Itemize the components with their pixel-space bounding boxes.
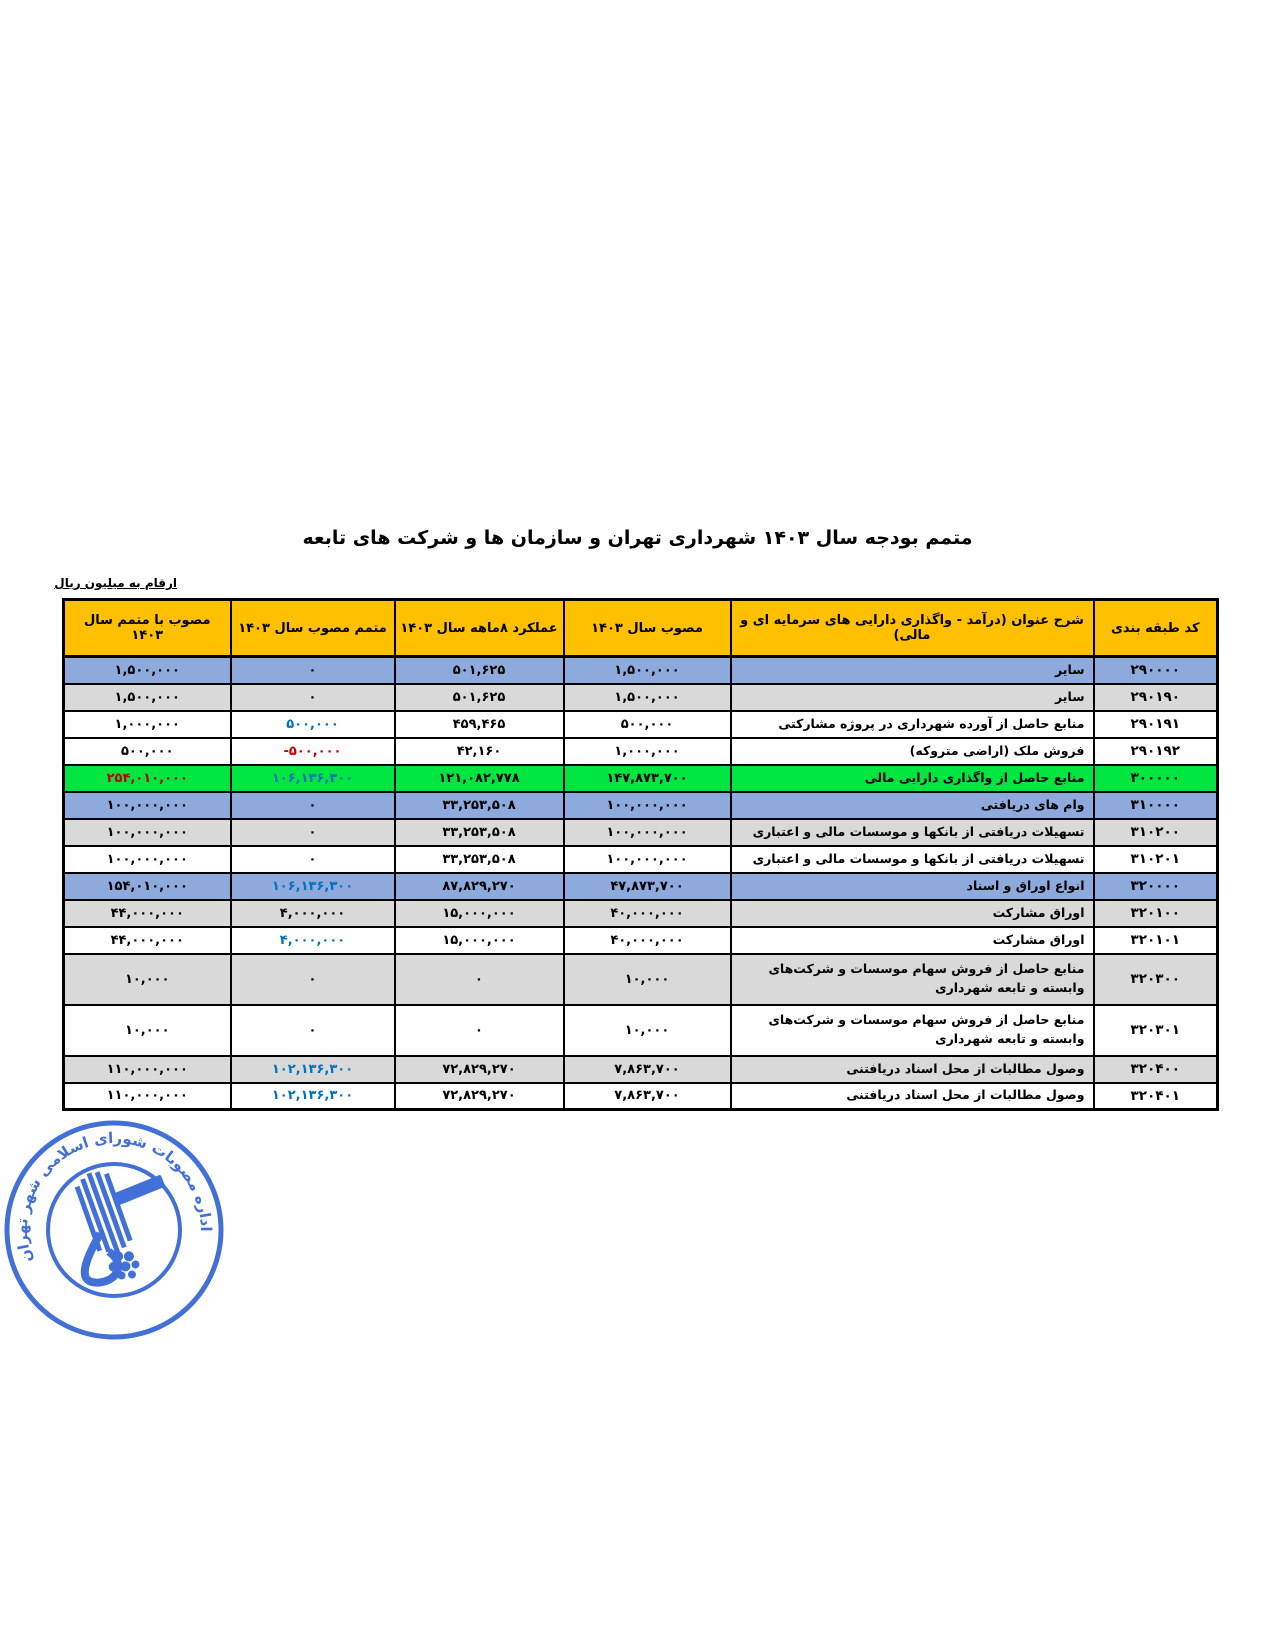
cell-supplement: ۰ (231, 684, 395, 711)
cell-performance: ۷۲,۸۲۹,۲۷۰ (395, 1056, 564, 1083)
cell-code: ۳۲۰۰۰۰ (1094, 873, 1218, 900)
cell-approved: ۱۰۰,۰۰۰,۰۰۰ (564, 792, 731, 819)
table-row (64, 765, 1218, 792)
table-row (64, 927, 1218, 954)
cell-supplement: ۵۰۰,۰۰۰ (231, 711, 395, 738)
cell-description: منابع حاصل از آورده شهرداری در پروژه مشارکتی (731, 711, 1094, 738)
cell-supplement: ۱۰۲,۱۳۶,۳۰۰ (231, 1083, 395, 1110)
table-row (64, 711, 1218, 738)
cell-performance: ۱۵,۰۰۰,۰۰۰ (395, 927, 564, 954)
cell-performance: ۷۲,۸۲۹,۲۷۰ (395, 1083, 564, 1110)
header-approved-with-supplement: مصوب با متمم سال ۱۴۰۳ (64, 600, 231, 657)
cell-approved-with-supplement: ۱۰۰,۰۰۰,۰۰۰ (64, 846, 231, 873)
cell-description: منابع حاصل از واگذاری دارایی مالی (731, 765, 1094, 792)
cell-supplement: ۰ (231, 819, 395, 846)
budget-table (62, 598, 1219, 1111)
cell-description: فروش ملک (اراضی متروکه) (731, 738, 1094, 765)
cell-code: ۳۲۰۳۰۰ (1094, 954, 1218, 1005)
table-row (64, 657, 1218, 684)
table-row (64, 738, 1218, 765)
cell-approved-with-supplement: ۱۰۰,۰۰۰,۰۰۰ (64, 819, 231, 846)
cell-code: ۳۲۰۴۰۱ (1094, 1083, 1218, 1110)
cell-approved-with-supplement: ۱۰,۰۰۰ (64, 954, 231, 1005)
cell-supplement: ۱۰۶,۱۳۶,۳۰۰ (231, 765, 395, 792)
table-row (64, 819, 1218, 846)
cell-description: وام های دریافتی (731, 792, 1094, 819)
cell-approved-with-supplement: ۱۵۴,۰۱۰,۰۰۰ (64, 873, 231, 900)
table-row (64, 1083, 1218, 1110)
cell-performance: ۱۵,۰۰۰,۰۰۰ (395, 900, 564, 927)
cell-supplement: -۵۰۰,۰۰۰ (231, 738, 395, 765)
table-header (64, 600, 1218, 657)
cell-supplement: ۴,۰۰۰,۰۰۰ (231, 900, 395, 927)
cell-performance: ۵۰۱,۶۲۵ (395, 684, 564, 711)
cell-approved: ۴۰,۰۰۰,۰۰۰ (564, 900, 731, 927)
cell-approved-with-supplement: ۲۵۴,۰۱۰,۰۰۰ (64, 765, 231, 792)
cell-performance: ۱۲۱,۰۸۲,۷۷۸ (395, 765, 564, 792)
cell-code: ۳۱۰۰۰۰ (1094, 792, 1218, 819)
cell-code: ۳۱۰۲۰۱ (1094, 846, 1218, 873)
cell-approved: ۷,۸۶۳,۷۰۰ (564, 1083, 731, 1110)
cell-code: ۲۹۰۰۰۰ (1094, 657, 1218, 684)
cell-code: ۲۹۰۱۹۲ (1094, 738, 1218, 765)
cell-approved-with-supplement: ۴۴,۰۰۰,۰۰۰ (64, 927, 231, 954)
cell-approved-with-supplement: ۱۱۰,۰۰۰,۰۰۰ (64, 1083, 231, 1110)
cell-description: اوراق مشارکت (731, 900, 1094, 927)
header-supplement-approved: متمم مصوب سال ۱۴۰۳ (231, 600, 395, 657)
cell-approved-with-supplement: ۱۱۰,۰۰۰,۰۰۰ (64, 1056, 231, 1083)
cell-approved-with-supplement: ۵۰۰,۰۰۰ (64, 738, 231, 765)
cell-code: ۲۹۰۱۹۰ (1094, 684, 1218, 711)
cell-code: ۳۲۰۱۰۰ (1094, 900, 1218, 927)
cell-code: ۳۱۰۲۰۰ (1094, 819, 1218, 846)
header-row (64, 600, 1218, 657)
cell-approved: ۱۴۷,۸۷۳,۷۰۰ (564, 765, 731, 792)
stamp-emblem (50, 1149, 193, 1295)
cell-performance: ۳۳,۲۵۳,۵۰۸ (395, 819, 564, 846)
cell-approved: ۱,۰۰۰,۰۰۰ (564, 738, 731, 765)
table-row (64, 792, 1218, 819)
header-code: کد طبقه بندی (1094, 600, 1218, 657)
cell-supplement: ۱۰۲,۱۳۶,۳۰۰ (231, 1056, 395, 1083)
table-row (64, 846, 1218, 873)
cell-approved-with-supplement: ۱,۰۰۰,۰۰۰ (64, 711, 231, 738)
cell-performance: ۳۳,۲۵۳,۵۰۸ (395, 792, 564, 819)
cell-performance: ۴۲,۱۶۰ (395, 738, 564, 765)
table-row (64, 1005, 1218, 1056)
cell-supplement: ۰ (231, 1005, 395, 1056)
cell-approved: ۱,۵۰۰,۰۰۰ (564, 684, 731, 711)
cell-code: ۳۰۰۰۰۰ (1094, 765, 1218, 792)
cell-performance: ۰ (395, 954, 564, 1005)
cell-code: ۳۲۰۱۰۱ (1094, 927, 1218, 954)
cell-approved-with-supplement: ۱۰۰,۰۰۰,۰۰۰ (64, 792, 231, 819)
cell-approved-with-supplement: ۱,۵۰۰,۰۰۰ (64, 684, 231, 711)
cell-description: اوراق مشارکت (731, 927, 1094, 954)
cell-approved: ۴۰,۰۰۰,۰۰۰ (564, 927, 731, 954)
cell-approved-with-supplement: ۴۴,۰۰۰,۰۰۰ (64, 900, 231, 927)
cell-supplement: ۱۰۶,۱۳۶,۳۰۰ (231, 873, 395, 900)
cell-description: تسهیلات دریافتی از بانکها و موسسات مالی و اعتباری (731, 846, 1094, 873)
cell-description: تسهیلات دریافتی از بانکها و موسسات مالی و اعتباری (731, 819, 1094, 846)
cell-code: ۳۲۰۴۰۰ (1094, 1056, 1218, 1083)
cell-performance: ۸۷,۸۲۹,۲۷۰ (395, 873, 564, 900)
header-approved-1403: مصوب سال ۱۴۰۳ (564, 600, 731, 657)
cell-code: ۲۹۰۱۹۱ (1094, 711, 1218, 738)
table-row (64, 1056, 1218, 1083)
cell-description: وصول مطالبات از محل اسناد دریافتنی (731, 1083, 1094, 1110)
header-performance-8month: عملکرد ۸ماهه سال ۱۴۰۳ (395, 600, 564, 657)
cell-supplement: ۰ (231, 846, 395, 873)
cell-approved: ۱۰,۰۰۰ (564, 1005, 731, 1056)
table-row (64, 900, 1218, 927)
cell-approved-with-supplement: ۱,۵۰۰,۰۰۰ (64, 657, 231, 684)
cell-performance: ۵۰۱,۶۲۵ (395, 657, 564, 684)
cell-approved: ۱۰۰,۰۰۰,۰۰۰ (564, 819, 731, 846)
cell-approved: ۱,۵۰۰,۰۰۰ (564, 657, 731, 684)
cell-description: انواع اوراق و اسناد (731, 873, 1094, 900)
cell-approved: ۱۰۰,۰۰۰,۰۰۰ (564, 846, 731, 873)
council-stamp (0, 1112, 232, 1348)
cell-description: منابع حاصل از فروش سهام موسسات و شرکت‌های وابسته و تابعه شهرداری (731, 1005, 1094, 1056)
table-row (64, 684, 1218, 711)
page-title: متمم بودجه سال ۱۴۰۳ شهرداری تهران و سازمان ها و شرکت های تابعه (302, 527, 973, 549)
cell-approved-with-supplement: ۱۰,۰۰۰ (64, 1005, 231, 1056)
header-description: شرح عنوان (درآمد - واگذاری دارایی های سرمایه ای و مالی) (731, 600, 1094, 657)
cell-description: سایر (731, 657, 1094, 684)
cell-supplement: ۴,۰۰۰,۰۰۰ (231, 927, 395, 954)
units-note: ارقام به میلیون ریال (54, 576, 177, 590)
table-row (64, 954, 1218, 1005)
cell-description: منابع حاصل از فروش سهام موسسات و شرکت‌های وابسته و تابعه شهرداری (731, 954, 1094, 1005)
cell-approved: ۵۰۰,۰۰۰ (564, 711, 731, 738)
cell-performance: ۴۵۹,۴۶۵ (395, 711, 564, 738)
table-row (64, 873, 1218, 900)
cell-performance: ۰ (395, 1005, 564, 1056)
cell-description: سایر (731, 684, 1094, 711)
cell-description: وصول مطالبات از محل اسناد دریافتنی (731, 1056, 1094, 1083)
cell-approved: ۴۷,۸۷۳,۷۰۰ (564, 873, 731, 900)
cell-supplement: ۰ (231, 657, 395, 684)
table-body (64, 657, 1218, 1110)
cell-supplement: ۰ (231, 792, 395, 819)
cell-supplement: ۰ (231, 954, 395, 1005)
cell-performance: ۳۳,۲۵۳,۵۰۸ (395, 846, 564, 873)
cell-approved: ۱۰,۰۰۰ (564, 954, 731, 1005)
cell-approved: ۷,۸۶۳,۷۰۰ (564, 1056, 731, 1083)
stamp-ring-text: اداره مصوبات شورای اسلامی شهر تهران (12, 1128, 216, 1265)
cell-code: ۳۲۰۳۰۱ (1094, 1005, 1218, 1056)
